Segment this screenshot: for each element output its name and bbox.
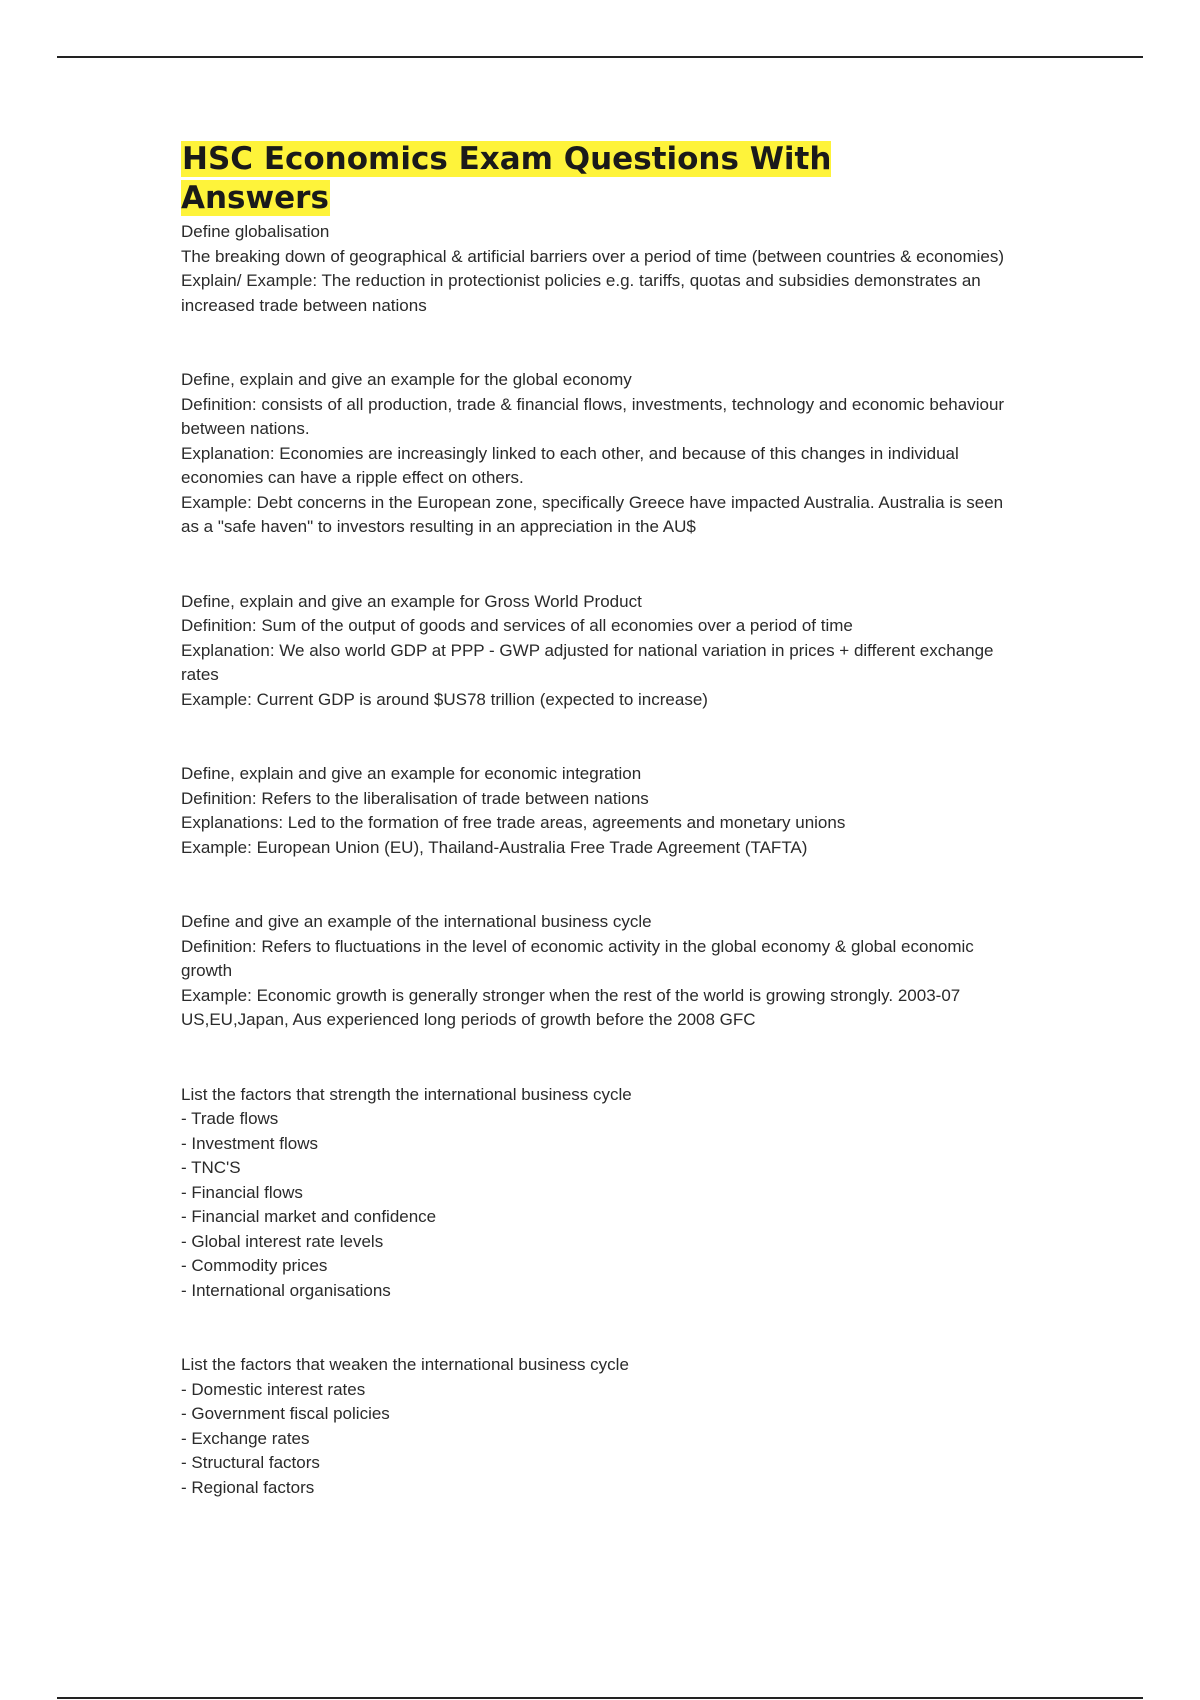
answer-line: Example: Economic growth is generally stronger when the rest of the world is growing strongly. 2003-07 US,EU,Japan, Aus experienced long periods of growth before the 2008 GFC bbox=[181, 985, 961, 1029]
qa-block-globalisation bbox=[181, 220, 1021, 318]
answer-line: Example: European Union (EU), Thailand-Australia Free Trade Agreement (TAFTA) bbox=[181, 837, 808, 857]
title-highlight: HSC Economics Exam Questions With Answers bbox=[181, 141, 832, 216]
list-item: - Financial flows bbox=[181, 1182, 303, 1202]
qa-block-gross-world-product bbox=[181, 590, 1021, 713]
bottom-rule bbox=[57, 1697, 1143, 1699]
document-body bbox=[181, 140, 1021, 1550]
question-line: Define and give an example of the international business cycle bbox=[181, 912, 652, 931]
question-line: Define, explain and give an example for Gross World Product bbox=[181, 591, 642, 611]
answer-line: Definition: Refers to the liberalisation of trade between nations bbox=[181, 788, 649, 808]
answer-line: Definition: consists of all production, trade & financial flows, investments, technology and economic behaviour between nations. bbox=[181, 394, 1005, 438]
answer-line: Example: Current GDP is around $US78 trillion (expected to increase) bbox=[181, 689, 708, 709]
qa-block-global-economy bbox=[181, 368, 1021, 540]
answer-line: Example: Debt concerns in the European zone, specifically Greece have impacted Australia. Australia is seen as a "safe haven" to investors resulting in an appreciation in the AU$ bbox=[181, 492, 1004, 536]
list-item: - Financial market and confidence bbox=[181, 1207, 437, 1226]
list-item: - Government fiscal policies bbox=[181, 1404, 390, 1423]
answer-line: The breaking down of geographical & artificial barriers over a period of time (between countries & economies) bbox=[181, 246, 1005, 266]
list-item: - Structural factors bbox=[181, 1453, 320, 1472]
qa-block-strengthen-factors bbox=[181, 1083, 1021, 1304]
list-item: - International organisations bbox=[181, 1280, 391, 1300]
answer-line: Explanations: Led to the formation of free trade areas, agreements and monetary unions bbox=[181, 813, 846, 832]
list-item: - Trade flows bbox=[181, 1109, 279, 1128]
answer-line: Definition: Refers to fluctuations in the level of economic activity in the global economy & global economic growth bbox=[181, 936, 974, 980]
question-line: Define, explain and give an example for the global economy bbox=[181, 370, 632, 389]
list-item: - Regional factors bbox=[181, 1477, 315, 1497]
list-item: - Global interest rate levels bbox=[181, 1231, 384, 1251]
answer-line: Explanation: Economies are increasingly linked to each other, and because of this changes in individual economies can have a ripple effect on others. bbox=[181, 443, 959, 487]
answer-line: Explain/ Example: The reduction in protectionist policies e.g. tariffs, quotas and subsidies demonstrates an increased trade between nations bbox=[181, 271, 981, 315]
list-item: - Commodity prices bbox=[181, 1256, 328, 1275]
qa-block-weaken-factors bbox=[181, 1353, 1021, 1500]
list-item: - Domestic interest rates bbox=[181, 1379, 366, 1399]
question-line: List the factors that weaken the international business cycle bbox=[181, 1355, 629, 1374]
list-item: - Investment flows bbox=[181, 1133, 318, 1153]
top-rule bbox=[57, 56, 1143, 58]
list-item: - TNC'S bbox=[181, 1158, 241, 1177]
question-line: Define, explain and give an example for economic integration bbox=[181, 764, 642, 783]
question-line: Define globalisation bbox=[181, 222, 330, 241]
document-title bbox=[181, 140, 881, 218]
list-item: - Exchange rates bbox=[181, 1428, 310, 1448]
qa-block-international-business-cycle bbox=[181, 910, 1021, 1033]
answer-line: Explanation: We also world GDP at PPP - GWP adjusted for national variation in prices + different exchange rates bbox=[181, 640, 994, 684]
question-line: List the factors that strength the international business cycle bbox=[181, 1084, 632, 1104]
qa-block-economic-integration bbox=[181, 762, 1021, 860]
answer-line: Definition: Sum of the output of goods and services of all economies over a period of time bbox=[181, 616, 853, 635]
